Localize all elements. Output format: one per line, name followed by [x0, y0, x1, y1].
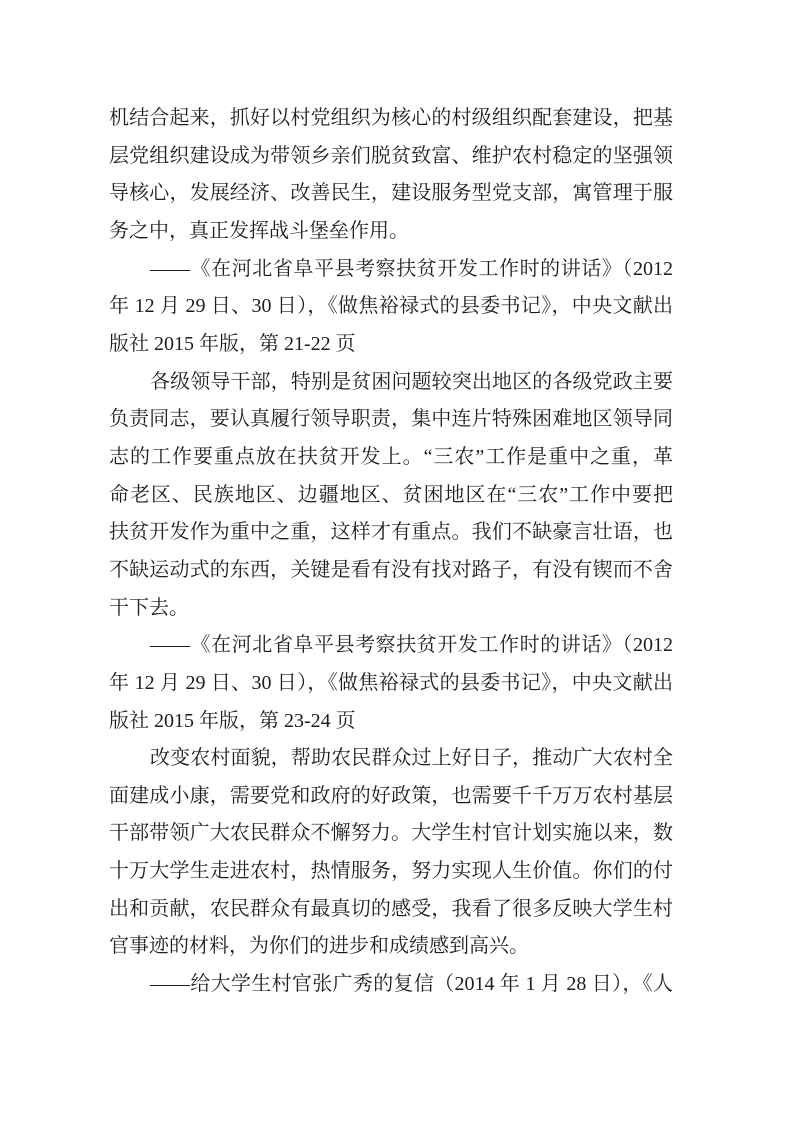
text-line: 不缺运动式的东西，关键是看有没有找对路子，有没有锲而不舍	[109, 558, 673, 581]
paragraph-4-citation	[109, 627, 673, 740]
text-line: 负责同志，要认真履行领导职责，集中连片特殊困难地区领导同	[109, 408, 673, 431]
text-line: 出和贡献，农民群众有最真切的感受，我看了很多反映大学生村	[109, 897, 673, 920]
text-line: 年 12 月 29 日、30 日），《做焦裕禄式的县委书记》，中央文献出	[109, 671, 673, 694]
text-line: 层党组织建设成为带领乡亲们脱贫致富、维护农村稳定的坚强领	[109, 144, 673, 167]
text-line: ——给大学生村官张广秀的复信（2014 年 1 月 28 日），《人	[150, 973, 673, 996]
text-line: 命老区、民族地区、边疆地区、贫困地区在“三农”工作中要把	[109, 483, 673, 506]
text-line: 年 12 月 29 日、30 日），《做焦裕禄式的县委书记》，中央文献出	[109, 295, 673, 318]
text-line: 干下去。	[109, 596, 189, 619]
paragraph-1-body	[109, 100, 673, 251]
text-line: 改变农村面貌，帮助农民群众过上好日子，推动广大农村全	[150, 747, 673, 770]
text-line: ——《在河北省阜平县考察扶贫开发工作时的讲话》（2012	[150, 634, 673, 657]
text-line: 导核心，发展经济、改善民生，建设服务型党支部，寓管理于服	[109, 182, 673, 205]
paragraph-6-citation	[109, 966, 673, 1004]
paragraph-2-citation	[109, 251, 673, 364]
text-line: 十万大学生走进农村，热情服务，努力实现人生价值。你们的付	[109, 860, 673, 883]
text-line: 志的工作要重点放在扶贫开发上。“三农”工作是重中之重，革	[109, 445, 673, 468]
text-line: 版社 2015 年版，第 21-22 页	[109, 332, 356, 355]
paragraph-5-body	[109, 740, 673, 966]
text-line: 务之中，真正发挥战斗堡垒作用。	[109, 219, 409, 242]
text-line: 面建成小康，需要党和政府的好政策，也需要千千万万农村基层	[109, 784, 673, 807]
text-line: 官事迹的材料，为你们的进步和成绩感到高兴。	[109, 935, 529, 958]
text-line: 机结合起来，抓好以村党组织为核心的村级组织配套建设，把基	[109, 107, 673, 129]
text-line: 干部带领广大农民群众不懈努力。大学生村官计划实施以来，数	[109, 822, 673, 845]
text-line: 版社 2015 年版，第 23-24 页	[109, 709, 356, 732]
text-line: 扶贫开发作为重中之重，这样才有重点。我们不缺豪言壮语，也	[109, 521, 673, 544]
text-line: 各级领导干部，特别是贫困问题较突出地区的各级党政主要	[150, 370, 673, 393]
text-line: ——《在河北省阜平县考察扶贫开发工作时的讲话》（2012	[150, 257, 673, 280]
paragraph-3-body	[109, 364, 673, 628]
text-block	[109, 100, 673, 1004]
